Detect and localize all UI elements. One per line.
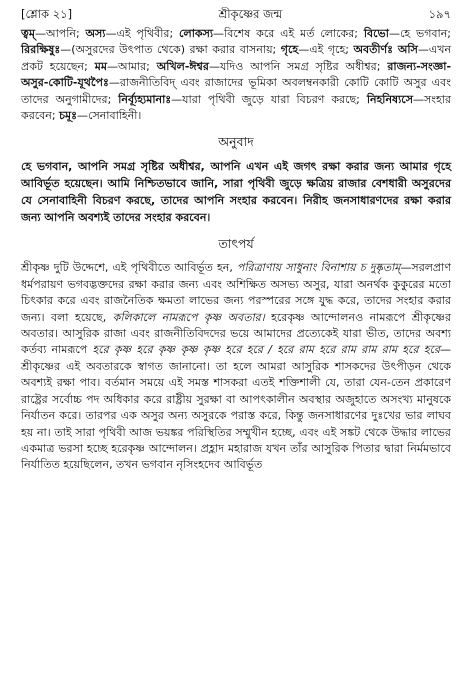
translation-heading: অনুবাদ	[218, 134, 254, 150]
synonym-meaning: —আমার;	[106, 59, 150, 73]
synonym-word: লোকস্য	[179, 27, 214, 40]
synonym-word: ত্বম্	[21, 27, 35, 40]
page-header	[21, 6, 451, 26]
synonym-meaning: —যদিও আপনি সমগ্র সৃষ্টির অধীশ্বর;	[208, 59, 381, 73]
purport-text-3: হরেকৃষ্ণ আন্দোলনও নামরূপে শ্রীকৃষ্ণের অবতার। আসুরিক রাজা এবং রাজনীতিবিদদের ভয়ে আমাদের প্রত্যেকেই যারা ভীত, তাদের অবশ্য কর্তব্য নামরূপে	[21, 310, 451, 357]
header-page-number: ১৯৭	[428, 7, 451, 21]
synonym-word: মম	[94, 59, 107, 73]
header-verse-ref: [শ্লোক ২১]	[21, 7, 73, 21]
synonym-meaning: —এখন প্রকট হয়েছেন;	[21, 43, 452, 73]
synonym-word: নিহনিষ্যসে	[366, 92, 413, 106]
synonym-meaning: —আপনি;	[34, 27, 80, 40]
synonym-word: অবতীর্ণঃ অসি	[353, 43, 418, 57]
synonym-word: নির্ব্যূহ্যমানাঃ	[118, 92, 172, 106]
synonym-word: অখিল-ঈশ্বর	[156, 59, 209, 73]
synonym-meaning: —হে ভগবান;	[388, 27, 452, 40]
synonym-word: গৃহে	[280, 43, 299, 57]
synonym-meaning: —(অসুরদের উৎপাত থেকে) রক্ষা করার বাসনায়;	[60, 43, 277, 57]
header-chapter-title: শ্রীকৃষ্ণের জন্ম	[218, 7, 283, 21]
purport-quote-3: হরে কৃষ্ণ হরে কৃষ্ণ কৃষ্ণ কৃষ্ণ হরে হরে / হরে রাম হরে রাম রাম রাম হরে হরে	[92, 343, 440, 357]
purport-heading: তাৎপর্য	[218, 236, 254, 252]
synonym-meaning: —রাজনীতিবিদ্ এবং রাজাদের ভূমিকা অবলম্বনকারী কোটি কোটি অসুর এবং তাদের অনুগামীদের;	[21, 76, 451, 106]
synonym-word: রিরক্ষিষুঃ	[21, 43, 61, 57]
purport-text-2: —সরলপ্রাণ ধর্মপরায়ণ ভগবদ্ভক্তদের রক্ষা করার জন্য এবং অশিক্ষিত অসভ্য অসুর, যারা অনর্থক কুকুরের মতো চিৎকার করে এবং রাজনৈতিক ক্ষমতা লাভের জন্য পরস্পরের সঙ্গে যুদ্ধ করে, তাদের সংহার করার জন্য। বলা হয়েছে,	[21, 261, 451, 324]
synonym-word: বিভো	[363, 27, 389, 40]
purport-paragraph	[21, 260, 451, 473]
synonym-meaning: —এই গৃহে;	[298, 43, 349, 57]
synonym-meaning: —এই পৃথিবীর;	[105, 27, 174, 40]
synonym-meaning: —যারা পৃথিবী জুড়ে যারা বিচরণ করছে;	[171, 92, 360, 106]
purport-quote-2: কলিকালে নামরূপে কৃষ্ণ অবতার।	[112, 310, 265, 324]
translation-paragraph: হে ভগবান, আপনি সমগ্র সৃষ্টির অধীশ্বর, আপনি এখন এই জগৎ রক্ষা করার জন্য আমার গৃহে আবির্ভূত হয়েছেন। আমি নিশ্চিতভাবে জানি, সারা পৃথিবী জুড়ে ক্ষত্রিয় রাজার বেশধারী অসুরদের যে সেনাবাহিনী বিচরণ করছে, তাদের আপনি সংহার করবেন। নিরীহ জনসাধারণদের রক্ষা করার জন্য আপনি অবশ্যই তাদের সংহার করবেন।	[21, 160, 451, 225]
synonym-word: অস্য	[85, 27, 106, 40]
purport-text-1: শ্রীকৃষ্ণ দুটি উদ্দেশে, এই পৃথিবীতে আবির্ভূত হন,	[21, 261, 233, 275]
synonyms-paragraph	[21, 26, 451, 124]
purport-text-4: —শ্রীকৃষ্ণের এই অবতারকে স্বাগত জানানো। তা হলে আমরা আসুরিক শাসকদের উৎপীড়ন থেকে অবশ্যই রক্ষা পাব। বর্তমান সময়ে এই সমস্ত শাসকরা এতই শক্তিশালী যে, তারা যেন-তেন প্রকারেণ রাষ্ট্রের সর্বোচ্চ পদ অধিকার করে রাষ্ট্রীয় সুরক্ষা বা আপৎকালীন অবস্থার অজুহাতে অসংখ্য মানুষকে নির্যাতন করে। তারপর এক অসুর অন্য অসুরকে পরাস্ত করে, কিন্তু জনসাধারণের দুঃখের ভার লাঘব হয় না। তাই সারা পৃথিবী আজ ভয়ঙ্কর পরিস্থিতির সম্মুখীন হচ্ছে, এবং এই সঙ্কট থেকে উদ্ধার লাভের একমাত্র ভরসা হচ্ছে হরেকৃষ্ণ আন্দোলন। প্রহ্লাদ মহারাজ যখন তাঁর আসুরিক পিতার দ্বারা নির্মমভাবে নির্যাতিত হয়েছিলেন, তখন ভগবান নৃসিংহদেব আবির্ভূত	[21, 343, 451, 472]
purport-quote-1: পরিত্রাণায় সাধুনাং বিনাশায় চ দুষ্কৃতাম্	[236, 261, 401, 275]
synonym-word: চমূঃ	[59, 109, 77, 123]
synonym-word: রাজন্য-সংজ্ঞা-অসুর-কোটি-যূথপৈঃ	[21, 59, 452, 90]
synonym-meaning: —সেনাবাহিনী।	[76, 109, 142, 123]
synonym-meaning: —বিশেষ করে এই মর্ত লোকের;	[213, 27, 359, 40]
synonym-meaning: —সংহার করবেন;	[21, 92, 451, 123]
